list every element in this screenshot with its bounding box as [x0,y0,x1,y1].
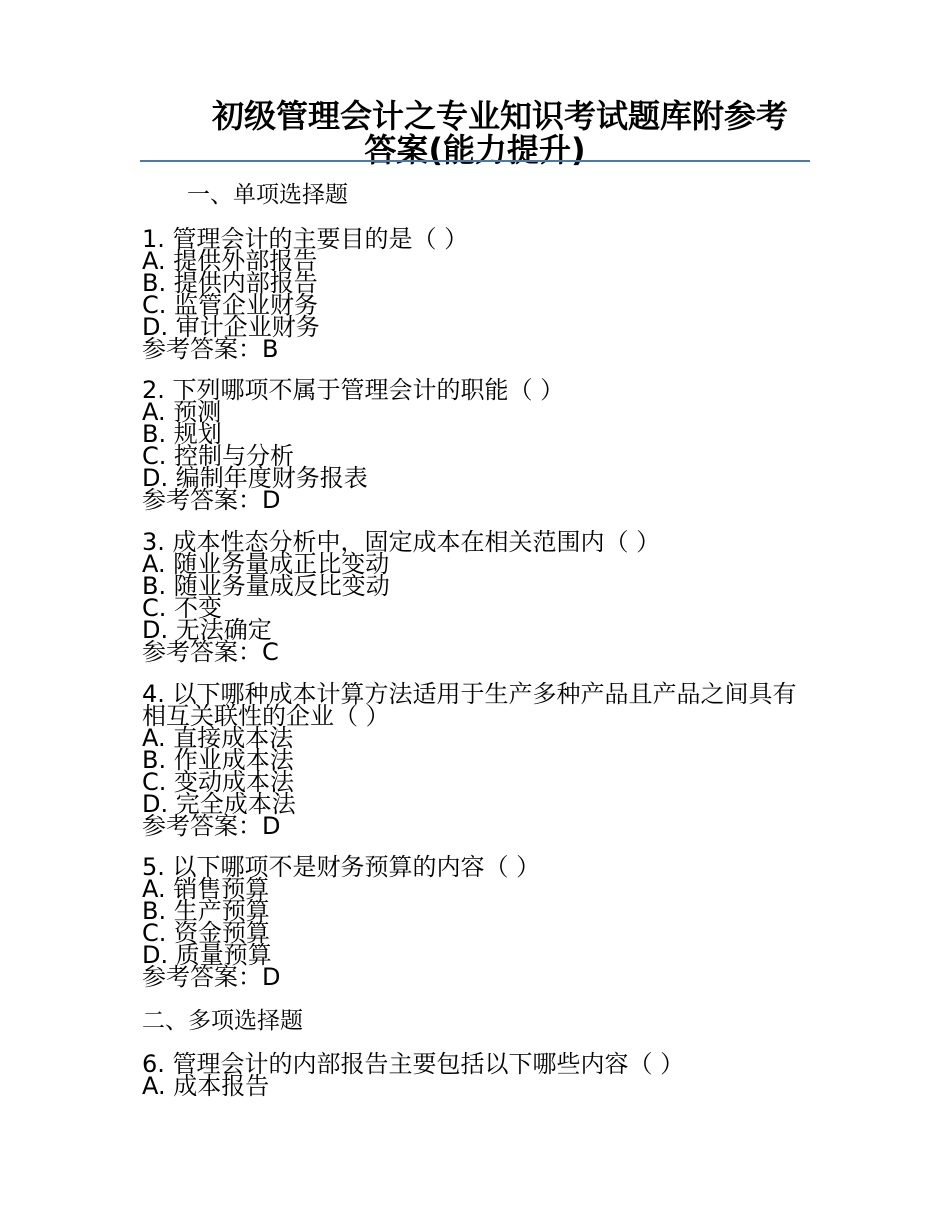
question-6 [142,1050,802,1100]
option-c: C. 控制与分析 [142,442,295,470]
question-stem: 4. 以下哪种成本计算方法适用于生产多种产品且产品之间具有相互关联性的企业（ ） [142,680,797,730]
question-stem: 6. 管理会计的内部报告主要包括以下哪些内容（ ） [142,1050,685,1078]
option-a: A. 提供外部报告 [142,247,318,275]
option-a: A. 预测 [142,398,222,426]
option-a: A. 销售预算 [142,875,270,903]
document-title [140,99,810,167]
option-b: B. 作业成本法 [142,746,294,774]
title-line-1: 初级管理会计之专业知识考试题库附参考 [211,97,788,135]
section-heading-multiple-choice: 二、多项选择题 [142,1008,303,1034]
option-a: A. 随业务量成正比变动 [142,550,390,578]
option-c: C. 不变 [142,594,223,622]
option-b: B. 规划 [142,420,222,448]
section-heading-single-choice: 一、单项选择题 [187,182,348,208]
answer: 参考答案：D [142,812,281,840]
option-b: B. 生产预算 [142,897,270,925]
option-b: B. 随业务量成反比变动 [142,572,390,600]
option-d: D. 审计企业财务 [142,313,320,341]
option-c: C. 监管企业财务 [142,291,319,319]
option-c: C. 变动成本法 [142,768,295,796]
answer: 参考答案：B [142,335,279,363]
question-3 [142,528,802,666]
question-2 [142,376,802,514]
option-a: A. 直接成本法 [142,724,294,752]
question-stem: 3. 成本性态分析中，固定成本在相关范围内（ ） [142,528,661,556]
option-a: A. 成本报告 [142,1072,270,1100]
question-stem: 1. 管理会计的主要目的是（ ） [142,225,469,253]
answer: 参考答案：C [142,638,279,666]
answer: 参考答案：D [142,486,281,514]
option-d: D. 质量预算 [142,941,272,969]
title-divider [140,160,810,162]
answer: 参考答案：D [142,963,281,991]
option-d: D. 编制年度财务报表 [142,464,368,492]
option-d: D. 完全成本法 [142,790,296,818]
question-4 [142,680,802,840]
option-b: B. 提供内部报告 [142,269,318,297]
option-c: C. 资金预算 [142,919,271,947]
question-1 [142,225,802,363]
option-d: D. 无法确定 [142,616,272,644]
question-5 [142,853,802,991]
question-stem: 2. 下列哪项不属于管理会计的职能（ ） [142,376,565,404]
question-stem: 5. 以下哪项不是财务预算的内容（ ） [142,853,541,881]
title-line-2: 答案(能力提升) [364,131,586,169]
